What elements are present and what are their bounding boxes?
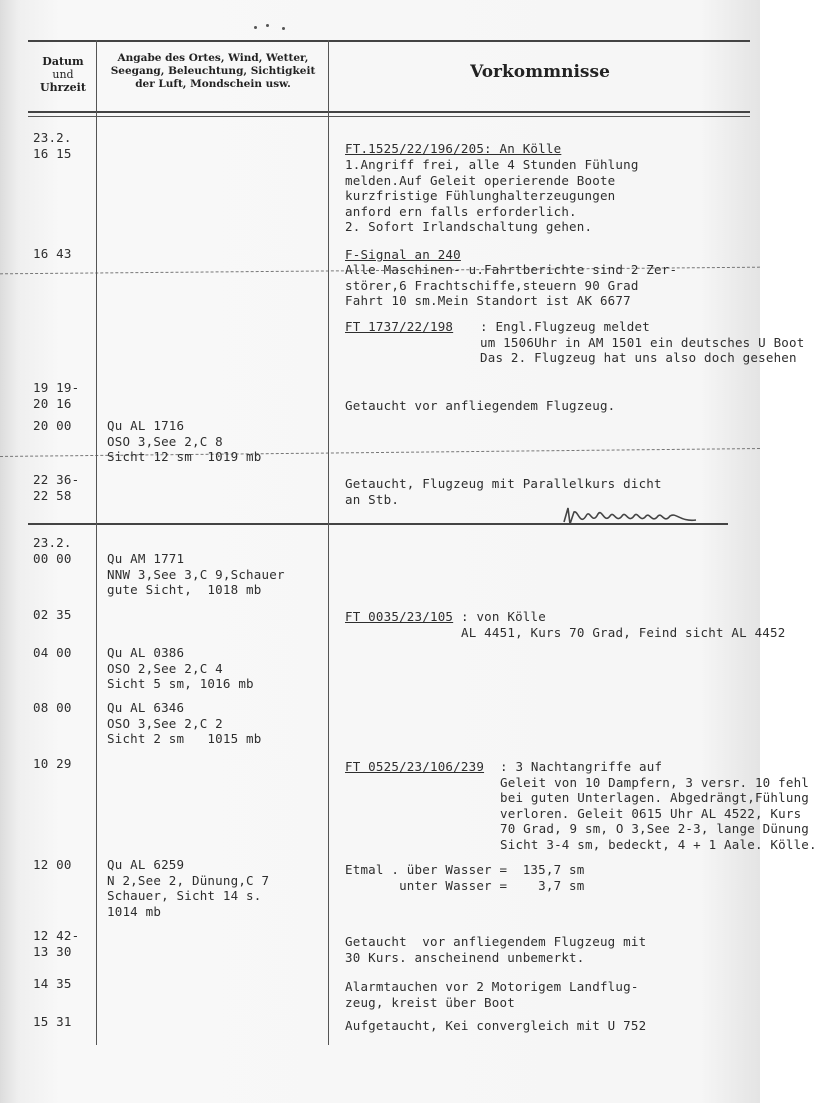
speck-mark	[282, 27, 285, 30]
entry-time: 15 31	[33, 1014, 72, 1029]
header-date-line: und	[52, 68, 74, 81]
header-location-line: Seegang, Beleuchtung, Sichtigkeit	[110, 65, 316, 77]
header-location	[98, 52, 328, 91]
entry-event-ref: FT 0035/23/105	[345, 609, 454, 624]
entry-location: Qu AL 6259 N 2,See 2, Dünung,C 7 Schauer, Sicht 14 s. 1014 mb	[107, 857, 270, 919]
entry-event-ref: FT 1737/22/198	[345, 319, 454, 334]
column-rule-location	[328, 40, 329, 1045]
header-bottom-rule	[28, 111, 750, 113]
entry-event: 1.Angriff frei, alle 4 Stunden Fühlung melden.Auf Geleit operierende Boote kurzfristige Fühlunghalterzeugungen anford ern falls erforderlich. 2. Sofort Irlandschaltung gehen.	[345, 157, 639, 234]
table-top-rule	[28, 40, 750, 42]
entry-event: Etmal . über Wasser = 135,7 sm unter Wasser = 3,7 sm	[345, 862, 585, 893]
entry-event: Getaucht vor anfliegendem Flugzeug mit 30 Kurs. anscheinend unbemerkt.	[345, 934, 647, 965]
entry-time: 08 00	[33, 700, 72, 715]
entry-event: Getaucht, Flugzeug mit Parallelkurs dicht an Stb.	[345, 476, 662, 507]
header-bottom-rule-2	[28, 116, 750, 117]
signature-mark	[560, 502, 700, 530]
entry-event: : 3 Nachtangriffe auf Geleit von 10 Dampfern, 3 versr. 10 fehl bei guten Unterlagen. Abgedrängt,Fühlung verloren. Geleit 0615 Uhr AL 4522, Kurs 70 Grad, 9 sm, O 3,See 2-3, lange Dünung Sicht 3-4 sm, bedeckt, 4 + 1 Aale. Kölle.	[500, 759, 817, 852]
header-date-time	[30, 55, 96, 94]
entry-event: Getaucht vor anfliegendem Flugzeug.	[345, 398, 616, 413]
entry-time: 10 29	[33, 756, 72, 771]
header-date-line: Uhrzeit	[40, 81, 86, 94]
header-events: Vorkommnisse	[470, 62, 610, 82]
entry-time: 04 00	[33, 645, 72, 660]
entry-time: 23.2. 16 15	[33, 130, 72, 161]
entry-time: 12 00	[33, 857, 72, 872]
entry-time: 20 00	[33, 418, 72, 433]
entry-time: 16 43	[33, 246, 72, 261]
entry-location: Qu AL 1716 OSO 3,See 2,C 8 Sicht 12 sm 1019 mb	[107, 418, 262, 464]
entry-event: : von Kölle AL 4451, Kurs 70 Grad, Feind sicht AL 4452	[461, 609, 786, 640]
entry-time: 22 36- 22 58	[33, 472, 80, 503]
entry-event: Alle Maschinen- u.Fahrtberichte sind 2 Zer- störer,6 Frachtschiffe,steuern 90 Grad Fahrt 10 sm.Mein Standort ist AK 6677	[345, 262, 678, 308]
speck-mark	[254, 26, 257, 29]
header-location-line: Angabe des Ortes, Wind, Wetter,	[117, 52, 309, 64]
entry-time: 02 35	[33, 607, 72, 622]
column-rule-date	[96, 40, 97, 1045]
speck-mark	[266, 24, 269, 27]
entry-event-ref: F-Signal an 240	[345, 247, 461, 262]
entry-location: Qu AL 0386 OSO 2,See 2,C 4 Sicht 5 sm, 1016 mb	[107, 645, 254, 691]
entry-event-ref: FT 0525/23/106/239	[345, 759, 485, 774]
entry-time: 12 42- 13 30	[33, 928, 80, 959]
entry-event-ref: FT.1525/22/196/205: An Kölle	[345, 141, 562, 156]
entry-event: Aufgetaucht, Kei convergleich mit U 752	[345, 1018, 647, 1033]
header-location-line: der Luft, Mondschein usw.	[135, 78, 291, 90]
entry-location: Qu AM 1771 NNW 3,See 3,C 9,Schauer gute Sicht, 1018 mb	[107, 551, 285, 597]
entry-time: 19 19- 20 16	[33, 380, 80, 411]
entry-event: : Engl.Flugzeug meldet um 1506Uhr in AM 1501 ein deutsches U Boot Das 2. Flugzeug hat uns also doch gesehen	[480, 319, 805, 365]
header-date-line: Datum	[42, 55, 84, 68]
entry-time: 23.2. 00 00	[33, 535, 72, 566]
entry-event: Alarmtauchen vor 2 Motorigem Landflug- zeug, kreist über Boot	[345, 979, 639, 1010]
entry-time: 14 35	[33, 976, 72, 991]
entry-location: Qu AL 6346 OSO 3,See 2,C 2 Sicht 2 sm 1015 mb	[107, 700, 262, 746]
